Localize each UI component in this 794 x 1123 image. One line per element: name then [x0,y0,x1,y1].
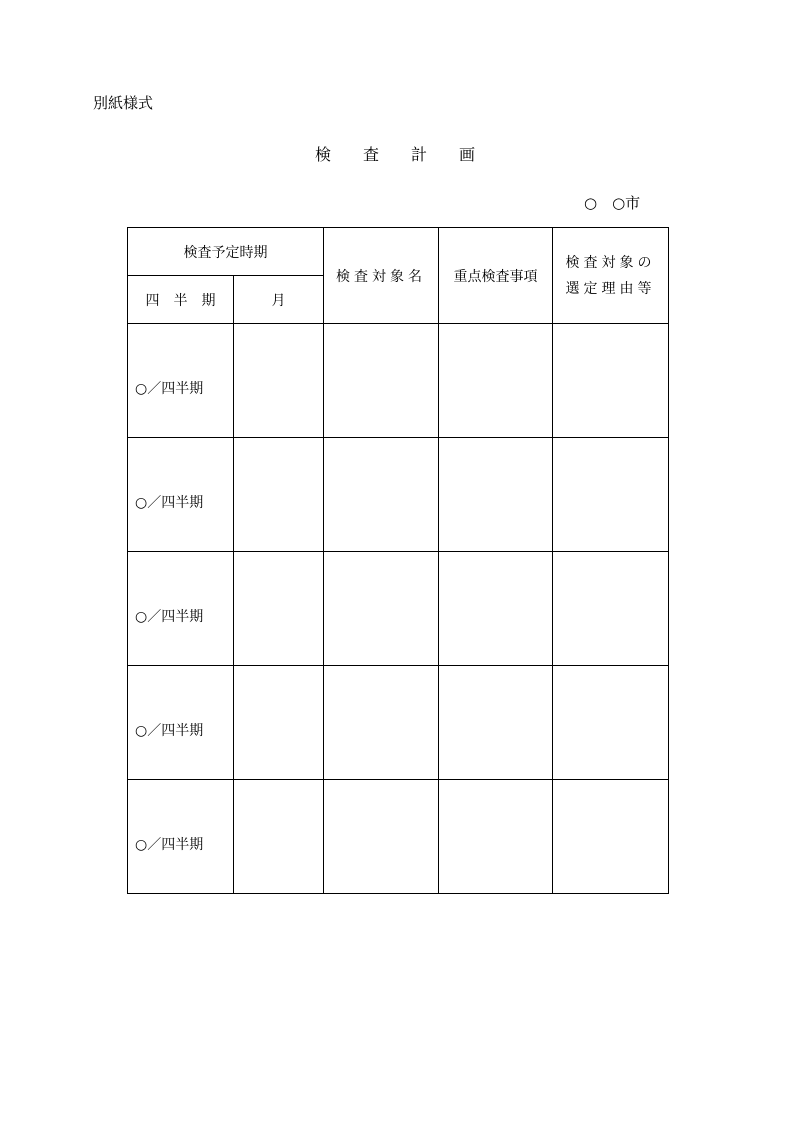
target-name-cell [324,438,439,552]
key-items-cell [439,780,553,894]
quarter-cell: ○／四半期 [128,324,234,438]
inspection-plan-table [127,227,669,894]
header-key-items: 重点検査事項 [439,228,553,324]
quarter-cell: ○／四半期 [128,552,234,666]
target-name-cell [324,552,439,666]
key-items-cell [439,324,553,438]
page-title: 検 査 計 画 [315,145,476,164]
header-schedule: 検査予定時期 [128,228,324,276]
reason-cell [553,666,669,780]
key-items-cell [439,438,553,552]
key-items-cell [439,666,553,780]
header-month: 月 [234,276,324,324]
header-reason-line1: 検査対象の [565,254,656,271]
header-selection-reason [553,228,669,324]
form-label: 別紙様式 [93,94,154,112]
table-row [128,438,669,552]
reason-cell [553,324,669,438]
quarter-cell: ○／四半期 [128,438,234,552]
quarter-cell: ○／四半期 [128,666,234,780]
target-name-cell [324,780,439,894]
reason-cell [553,780,669,894]
month-cell [234,780,324,894]
city-name: ○ ○市 [584,194,641,212]
header-row-1 [128,228,669,276]
month-cell [234,552,324,666]
reason-cell [553,438,669,552]
header-quarter: 四 半 期 [128,276,234,324]
key-items-cell [439,552,553,666]
header-reason-line2: 選定理由等 [565,280,656,297]
table-row [128,324,669,438]
target-name-cell [324,666,439,780]
month-cell [234,666,324,780]
reason-cell [553,552,669,666]
month-cell [234,438,324,552]
header-target-name: 検査対象名 [324,228,439,324]
table-row [128,552,669,666]
table-row [128,780,669,894]
month-cell [234,324,324,438]
target-name-cell [324,324,439,438]
table-row [128,666,669,780]
quarter-cell: ○／四半期 [128,780,234,894]
